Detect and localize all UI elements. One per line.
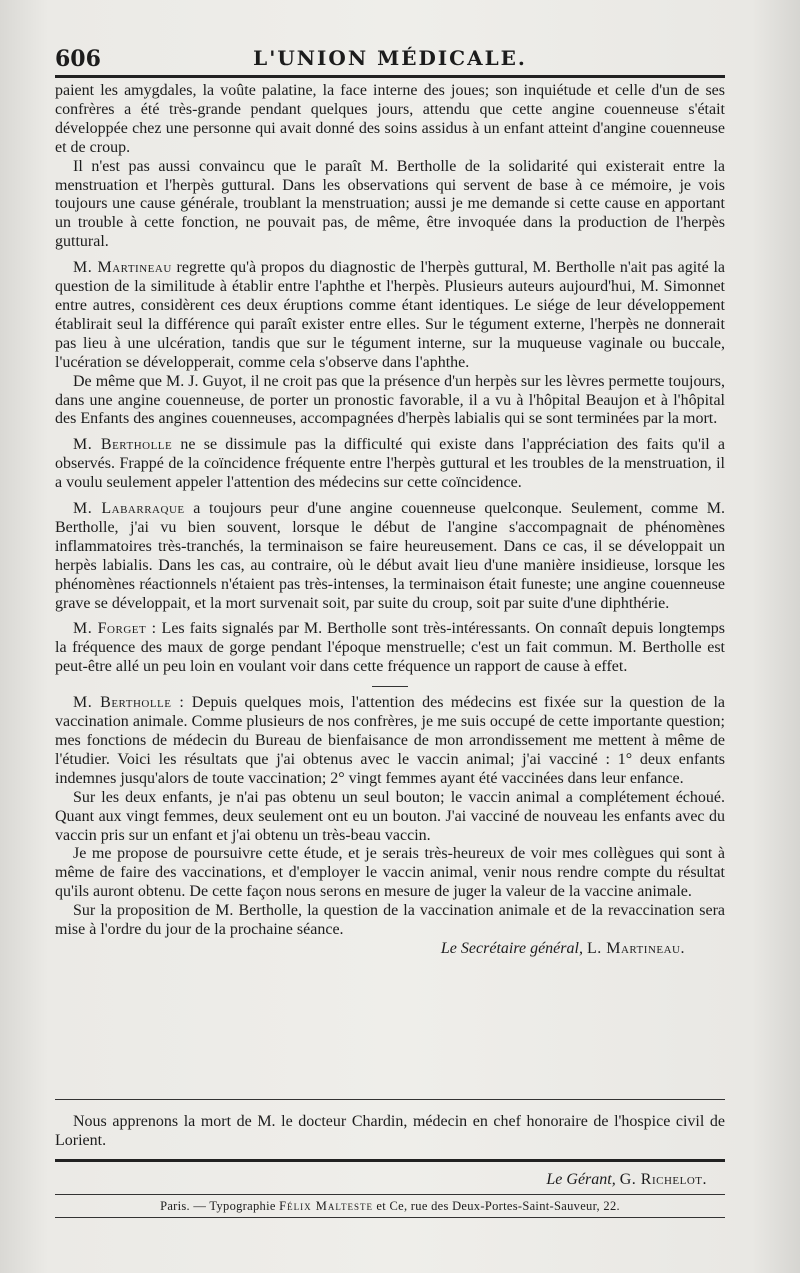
paragraph: Je me propose de poursuivre cette étude, et je serais très-heureux de voir mes collègues qui sont à même de faire des vaccinations, et d'employer le vaccin animal, venir nous rendre compte du résultat qu'ils auront obtenu. De cette façon nous serons en mesure de juger la valeur de la vaccine animale.	[55, 845, 725, 901]
printer-rule-bottom	[55, 1217, 725, 1218]
printer-line: Paris. — Typographie Félix Malteste et Ce, rue des Deux-Portes-Saint-Sauveur, 22.	[160, 1199, 620, 1213]
paragraph: paient les amygdales, la voûte palatine, la face interne des joues; son inquiétude et celle d'un de ses confrères a été très-grande pendant quelques jours, attendu que cette angine couenneuse s'était développée chez une personne qui avait donné des soins assidus à un enfant atteint d'angine couenneuse et de croup.	[55, 82, 725, 156]
page-header	[55, 42, 725, 76]
paragraph: Il n'est pas aussi convaincu que le paraît M. Bertholle de la solidarité qui existerait entre la menstruation et l'herpès guttural. Dans les observations qui servent de base à ce mémoire, je vois toujours une cause générale, troublant la menstruation; aussi je me demande si cette cause en apportant un trouble à cette fonction, ne pouvait pas, de même, être invoquée dans la production de l'herpès guttural.	[55, 157, 725, 251]
article-body	[55, 82, 725, 959]
gerant-signature: Le Gérant, G. Richelot.	[546, 1171, 707, 1188]
speaker-name: M. Bertholle	[73, 436, 173, 454]
paragraph: Sur la proposition de M. Bertholle, la question de la vaccination animale et de la revaccination sera mise à l'ordre du jour de la prochaine séance.	[55, 902, 725, 939]
speaker-name: M. Forget :	[73, 620, 157, 638]
paragraph: De même que M. J. Guyot, il ne croit pas que la présence d'un herpès sur les lèvres permette toujours, dans une angine couenneuse, de porter un pronostic favorable, il a vu à l'hôpital Beaujon et à l'hôpital des Enfants des angines couenneuses, accompagnées d'herpès labialis qui se sont terminées par la mort.	[55, 372, 725, 428]
section-separator	[372, 686, 408, 687]
speaker-name: M. Labarraque	[73, 500, 185, 518]
paragraph: Sur les deux enfants, je n'ai pas obtenu un seul bouton; le vaccin animal a complétement échoué. Quant aux vingt femmes, deux seulement ont eu un bouton. J'ai vacciné de nouveau les enfants avec du vaccin pris sur un enfant et j'ai obtenu un très-beau vaccin.	[55, 788, 725, 844]
paragraph: M. Forget : Les faits signalés par M. Bertholle sont très-intéressants. On connaît depuis longtemps la fréquence des maux de gorge pendant l'époque menstruelle; c'est un fait commun. M. Bertholle est peut-être allé un peu loin en voulant voir dans cette fréquence un rapport de cause à effet.	[55, 620, 726, 676]
speaker-name: M. Bertholle :	[73, 694, 185, 712]
paragraph: M. Martineau regrette qu'à propos du diagnostic de l'herpès guttural, M. Bertholle n'ait pas agité la question de la similitude à établir entre l'aphthe et l'herpès. Plusieurs auteurs aujourd'hui, M. Simonnet entre autres, considèrent ces deux éruptions comme étant identiques. Le siége de leur développement établirait seul la différence qui paraît exister entre elles. Sur le tégument externe, l'herpès ne donnerait pas lieu à une ulcération, tandis que sur le tégument interne, sur la muqueuse vaginale ou buccale, l'ucération se développerait, comme cela s'observe dans l'aphthe.	[55, 259, 725, 371]
paragraph: M. Bertholle ne se dissimule pas la difficulté qui existe dans l'appréciation des faits qu'il a observés. Frappé de la coïncidence fréquente entre l'herpès guttural et les troubles de la menstruation, il a voulu seulement appeler l'attention des médecins sur cette coïncidence.	[55, 436, 726, 492]
journal-title: L'UNION MÉDICALE.	[253, 46, 527, 70]
secretary-signature: Le Secrétaire général, L. Martineau.	[440, 939, 685, 957]
notice-rule	[55, 1099, 725, 1100]
notice: Nous apprenons la mort de M. le docteur Chardin, médecin en chef honoraire de l'hospice civil de Lorient.	[55, 1113, 725, 1149]
footer-rule	[55, 1159, 725, 1162]
speaker-name: M. Martineau	[73, 259, 172, 277]
page-number: 606	[55, 46, 101, 72]
paragraph: M. Bertholle : Depuis quelques mois, l'attention des médecins est fixée sur la question de la vaccination animale. Comme plusieurs de nos confrères, je me suis occupé de cette importante question; mes fonctions de médecin du Bureau de bienfaisance de mon arrondissement me mettent à même de l'étudier. Voici les résultats que j'ai obtenus avec le vaccin animal; j'ai vacciné : 1° deux enfants indemnes jusqu'alors de toute vaccination; 2° vingt femmes ayant été vaccinées dans leur enfance.	[55, 694, 725, 787]
header-rule	[55, 75, 725, 78]
gerant-block	[55, 1170, 725, 1189]
printer-rule-top	[55, 1194, 725, 1195]
paragraph: M. Labarraque a toujours peur d'une angine couenneuse quelconque. Seulement, comme M. Bertholle, j'ai vu bien souvent, lorsque le début de l'angine s'accompagnait de phénomènes inflammatoires très-tranchés, la terminaison se faire heureusement. Dans ce cas, il se développait un herpès labialis. Dans les cas, au contraire, où le début avait lieu d'une manière insidieuse, lorsque les phénomènes réactionnels n'étaient pas très-intenses, la terminaison était funeste; une angine couenneuse grave se développait, et la mort survenait soit, par suite du croup, soit par suite d'une diphthérie.	[55, 500, 725, 612]
